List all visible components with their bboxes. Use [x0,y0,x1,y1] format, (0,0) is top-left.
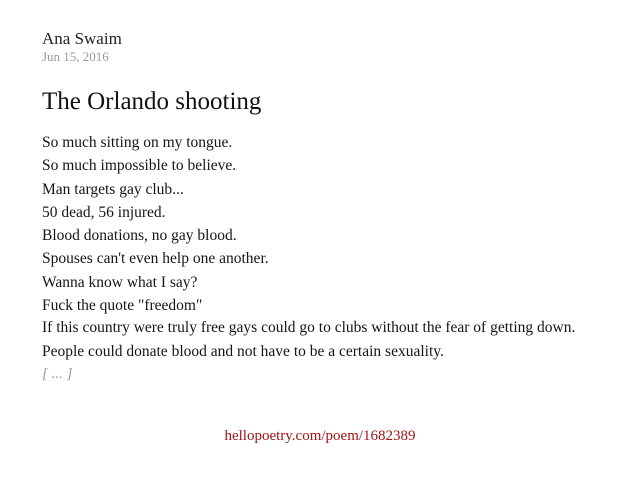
post-date: Jun 15, 2016 [42,49,109,64]
poem-line: If this country were truly free gays could go to clubs without the fear of getting down. [42,319,576,337]
poem-title: The Orlando shooting [42,88,262,115]
poem-line: People could donate blood and not have to be a certain sexuality. [42,342,444,360]
poem-body [42,131,622,386]
poem-url-link[interactable]: hellopoetry.com/poem/1682389 [224,428,416,444]
poem-line: So much sitting on my tongue. [42,134,233,151]
poem-line: 50 dead, 56 injured. [42,203,166,221]
poem-line: Spouses can't even help one another. [42,250,269,268]
poem-line: Blood donations, no gay blood. [42,227,237,245]
author-link[interactable]: Ana Swaim [42,29,122,48]
poem-line: So much impossible to believe. [42,157,237,175]
poem-line: Fuck the quote "freedom" [42,297,203,315]
poem-container [42,29,622,386]
read-more-ellipsis[interactable]: [ ... ] [42,366,73,383]
poem-line: Wanna know what I say? [42,273,198,291]
poem-line: Man targets gay club... [42,180,184,198]
